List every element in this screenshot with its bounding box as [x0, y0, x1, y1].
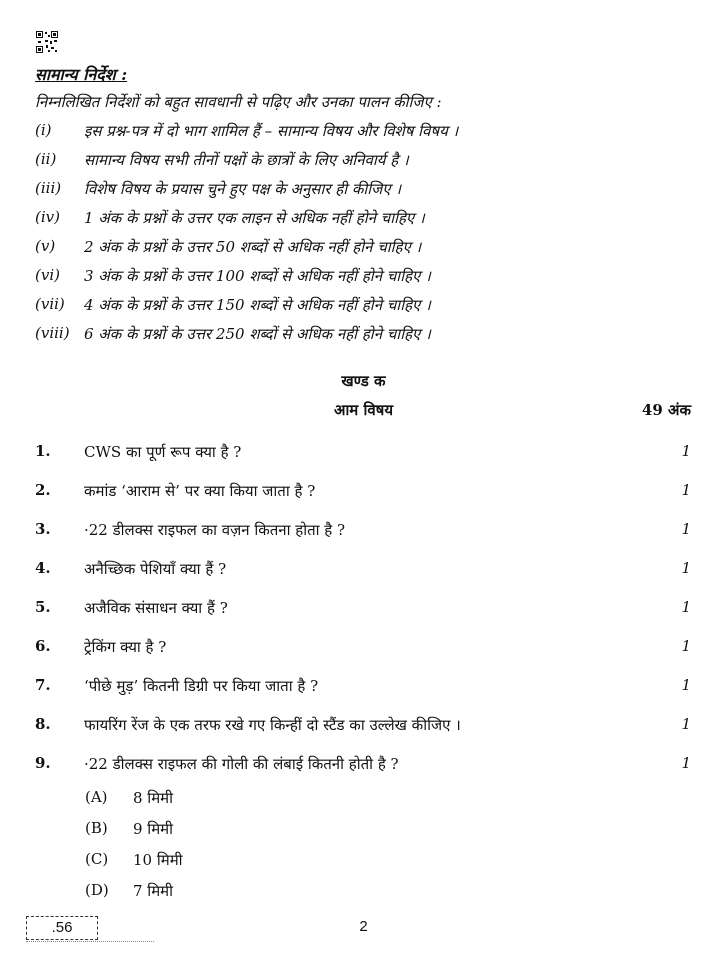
question-row: [35, 481, 691, 503]
question-text: ट्रेकिंग क्या है ?: [84, 638, 167, 656]
question-number: 8.: [35, 715, 51, 733]
question-row: [35, 754, 691, 776]
option-label: (C): [85, 850, 109, 868]
question-row: [35, 520, 691, 542]
instructions-intro: निम्नलिखित निर्देशों को बहुत सावधानी से पढ़िए और उनका पालन कीजिए :: [35, 93, 442, 111]
option-text: 10 मिमी: [133, 851, 183, 869]
question-row: [35, 598, 691, 620]
question-text: फायरिंग रेंज के एक तरफ रखे गए किन्हीं दो स्टैंड का उल्लेख कीजिए ।: [84, 716, 461, 734]
question-number: 4.: [35, 559, 51, 577]
question-marks: 1: [681, 676, 691, 694]
question-marks: 1: [681, 598, 691, 616]
question-number: 3.: [35, 520, 51, 538]
paper-code: .56: [26, 916, 98, 940]
question-marks: 1: [681, 442, 691, 460]
question-text: ·22 डीलक्स राइफल की गोली की लंबाई कितनी होती है ?: [84, 755, 399, 773]
instruction-text: 2 अंक के प्रश्नों के उत्तर 50 शब्दों से अधिक नहीं होने चाहिए ।: [84, 238, 422, 256]
option-text: 7 मिमी: [133, 882, 174, 900]
instruction-text: सामान्य विषय सभी तीनों पक्षों के छात्रों के लिए अनिवार्य है ।: [84, 151, 409, 169]
question-text: कमांड ‘आराम से’ पर क्या किया जाता है ?: [84, 482, 316, 500]
instruction-text: 3 अंक के प्रश्नों के उत्तर 100 शब्दों से अधिक नहीं होने चाहिए ।: [84, 267, 431, 285]
question-number: 2.: [35, 481, 51, 499]
instruction-number: (iv): [35, 208, 60, 226]
question-row: [35, 559, 691, 581]
question-row: [35, 715, 691, 737]
question-number: 6.: [35, 637, 51, 655]
footer-barcode-strip: [26, 941, 154, 944]
question-number: 7.: [35, 676, 51, 694]
qr-code-icon: [36, 31, 58, 53]
instruction-number: (v): [35, 237, 56, 255]
question-number: 5.: [35, 598, 51, 616]
question-marks: 1: [681, 481, 691, 499]
question-marks: 1: [681, 715, 691, 733]
question-text: ‘पीछे मुड़’ कितनी डिग्री पर किया जाता है ?: [84, 677, 319, 695]
question-number: 9.: [35, 754, 51, 772]
question-row: [35, 442, 691, 464]
option-text: 8 मिमी: [133, 789, 174, 807]
question-marks: 1: [681, 754, 691, 772]
instruction-number: (vi): [35, 266, 60, 284]
question-row: [35, 676, 691, 698]
question-marks: 1: [681, 520, 691, 538]
option-label: (B): [85, 819, 108, 837]
instruction-number: (iii): [35, 179, 62, 197]
instruction-number: (ii): [35, 150, 57, 168]
option-text: 9 मिमी: [133, 820, 174, 838]
question-number: 1.: [35, 442, 51, 460]
question-text: अजैविक संसाधन क्या हैं ?: [84, 599, 228, 617]
page-number: 2: [359, 918, 368, 935]
option-label: (A): [85, 788, 108, 806]
general-instructions-heading: सामान्य निर्देश :: [35, 65, 128, 84]
instruction-number: (vii): [35, 295, 65, 313]
question-marks: 1: [681, 559, 691, 577]
instruction-text: 4 अंक के प्रश्नों के उत्तर 150 शब्दों से अधिक नहीं होने चाहिए ।: [84, 296, 431, 314]
section-marks: 49 अंक: [641, 401, 691, 419]
instruction-number: (viii): [35, 324, 70, 342]
section-title: खण्ड क: [341, 372, 386, 390]
question-row: [35, 637, 691, 659]
instruction-text: इस प्रश्न-पत्र में दो भाग शामिल हैं – सामान्य विषय और विशेष विषय ।: [84, 122, 459, 140]
question-text: अनैच्छिक पेशियाँ क्या हैं ?: [84, 560, 227, 578]
instruction-number: (i): [35, 121, 52, 139]
question-text: CWS का पूर्ण रूप क्या है ?: [84, 443, 242, 461]
instruction-text: विशेष विषय के प्रयास चुने हुए पक्ष के अनुसार ही कीजिए ।: [84, 180, 402, 198]
section-subtitle: आम विषय: [333, 401, 394, 419]
option-label: (D): [85, 881, 109, 899]
question-text: ·22 डीलक्स राइफल का वज़न कितना होता है ?: [84, 521, 346, 539]
instruction-text: 6 अंक के प्रश्नों के उत्तर 250 शब्दों से अधिक नहीं होने चाहिए ।: [84, 325, 431, 343]
instruction-text: 1 अंक के प्रश्नों के उत्तर एक लाइन से अधिक नहीं होने चाहिए ।: [84, 209, 425, 227]
question-marks: 1: [681, 637, 691, 655]
